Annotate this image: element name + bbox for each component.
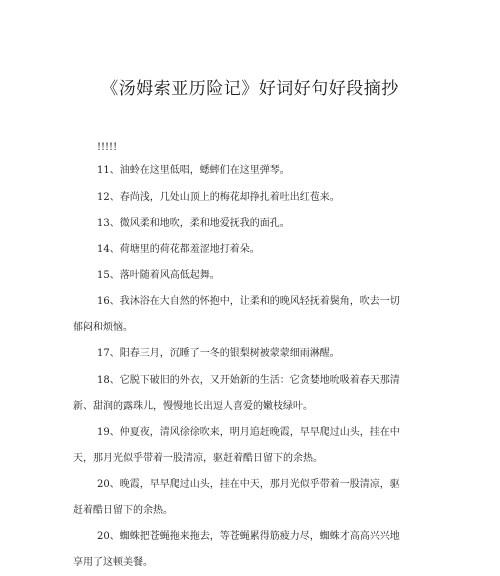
entry-12: 12、春尚浅，几处山顶上的梅花却挣扎着吐出红苞来。 bbox=[97, 192, 340, 203]
entry-15: 15、落叶随着风高低起舞。 bbox=[97, 270, 220, 281]
entry-20a: 20、晚霞，早早爬过山头，挂在中天，那月光似乎带着一股清凉，驱赶着酷日留下的余热。 bbox=[73, 479, 400, 516]
entry-19: 19、仲夏夜，清风徐徐吹来，明月追赶晚霞，早早爬过山头，挂在中天，那月光似乎带着一股清凉，驱赶着酷日留下的余热。 bbox=[73, 427, 400, 464]
document-title: 《汤姆索亚历险记》好词好句好段摘抄 bbox=[101, 79, 399, 99]
entry-18: 18、它脱下破旧的外衣，又开始新的生活：它贪婪地吮吸着春天那清新、甜润的露珠儿，慢慢地长出逗人喜爱的嫩枝绿叶。 bbox=[73, 375, 400, 412]
entry-11: 11、油蛉在这里低唱，蟋蟀们在这里弹琴。 bbox=[97, 165, 290, 176]
entry-16: 16、我沐浴在大自然的怀抱中，让柔和的晚风轻抚着鬓角，吹去一切郁闷和烦恼。 bbox=[73, 296, 400, 333]
entry-20b: 20、蜘蛛把苍蝇拖来拖去，等苍蝇累得筋疲力尽，蜘蛛才高高兴兴地享用了这顿美餐。 bbox=[73, 531, 400, 568]
entry-13: 13、微风柔和地吹，柔和地爱抚我的面孔。 bbox=[97, 218, 290, 229]
entry-14: 14、荷塘里的荷花都羞涩地打着朵。 bbox=[97, 244, 260, 255]
exclaim-line: !!!!! bbox=[97, 142, 118, 153]
entry-17: 17、阳春三月，沉睡了一冬的银梨树被蒙蒙细雨淋醒。 bbox=[97, 348, 340, 359]
